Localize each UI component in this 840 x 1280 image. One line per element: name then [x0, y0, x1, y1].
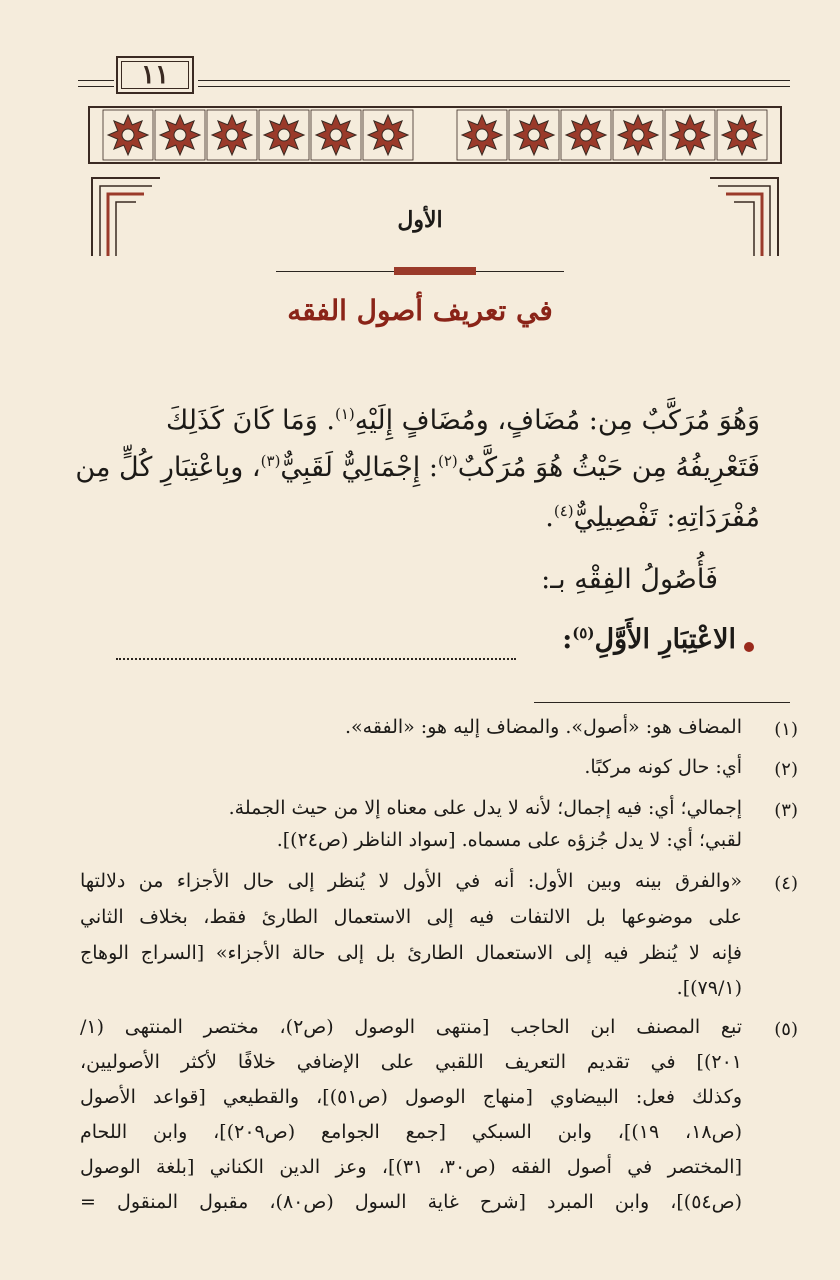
footnote-line: تبع المصنف ابن الحاجب [منتهى الوصول (ص٢)، مختصر المنتهى (١/	[80, 1016, 743, 1038]
footnote-line: لقبي؛ أي: لا يدل جُزؤه على مسماه. [سواد الناظر (ص٢٤)].	[276, 829, 742, 851]
body-text: : إِجْمَالِيٌّ لَقَبِيٌّ	[280, 452, 438, 483]
dotted-leader	[116, 658, 516, 660]
ornament-tile	[363, 110, 413, 160]
footnote-ref[interactable]: (١)	[334, 405, 355, 423]
ornament-tile	[103, 110, 153, 160]
body-text: .	[545, 502, 554, 533]
ornament-band	[88, 106, 782, 164]
footnote-line: (ص٥٤)]، وابن المبرد [شرح غاية السول (ص٨٠)، مقبول المنقول =	[80, 1191, 742, 1213]
section-label: الأول	[397, 207, 443, 233]
chapter-title: في تعريف أصول الفقه	[287, 294, 553, 327]
ornament-pattern	[90, 108, 780, 162]
footnote-line: [المختصر في أصول الفقه (ص٣٠، ٣١)]، وعز الدين الكناني [بلغة الوصول	[80, 1156, 742, 1178]
footnote-line: على موضوعها بل الالتفات فيه إلى الاستعمال الطارئ فقط، بخلاف الثاني	[80, 906, 742, 928]
page-number: ١١	[116, 56, 194, 94]
footnote-line: المضاف هو: «أصول». والمضاف إليه هو: «الفقه».	[345, 716, 742, 738]
footnote-line: (٧٩/١)].	[676, 977, 742, 999]
footnote-line: أي: حال كونه مركبًا.	[584, 756, 742, 778]
footnote-number: (٣)	[774, 800, 798, 821]
ornament-tile	[665, 110, 715, 160]
ornament-tile	[561, 110, 611, 160]
ornament-tile	[717, 110, 767, 160]
header-rule-left-top	[78, 80, 114, 81]
body-line-2	[75, 452, 760, 483]
ornament-tile	[613, 110, 663, 160]
body-line-4	[541, 564, 718, 595]
footnote-ref[interactable]: (٥)	[572, 624, 595, 642]
divider-bar	[394, 267, 476, 275]
ornament-tile	[311, 110, 361, 160]
body-line-3	[545, 502, 760, 533]
ornament-tile	[509, 110, 559, 160]
footnote-separator	[534, 702, 790, 703]
ornament-tile	[457, 110, 507, 160]
body-text: ، وبِاعْتِبَارِ كُلٍّ مِن	[75, 452, 261, 483]
ornament-tile	[155, 110, 205, 160]
footnote-line: فإنه لا يُنظر فيه إلى الاستعمال الطارئ بل إلى حالة الأجزاء» [السراج الوهاج	[80, 942, 742, 964]
header-rule-bottom	[198, 86, 790, 87]
footnote-line: «والفرق بينه وبين الأول: أنه في الأول لا يُنظر إلى حال الأجزاء من دلالتها	[80, 870, 742, 892]
footnote-number: (١)	[774, 719, 798, 740]
body-text: مُفْرَدَاتِهِ: تَفْصِيلِيٌّ	[573, 502, 760, 533]
ornament-tile	[207, 110, 257, 160]
footnote-line: وكذلك فعل: البيضاوي [منهاج الوصول (ص٥١)]، والقطيعي [قواعد الأصول	[80, 1086, 742, 1108]
footnote-number: (٥)	[774, 1019, 798, 1040]
body-text: الاعْتِبَارِ الأَوَّلِ	[594, 624, 736, 655]
body-line-1	[166, 405, 760, 436]
bullet-point	[744, 642, 754, 652]
footnote-ref[interactable]: (٢)	[437, 452, 458, 470]
footnote-ref[interactable]: (٤)	[553, 502, 574, 520]
body-text: فَأُصُولُ الفِقْهِ بـ:	[541, 564, 718, 595]
header-rule-left-bottom	[78, 86, 114, 87]
footnote-line: إجمالي؛ أي: فيه إجمال؛ لأنه لا يدل على معناه إلا من حيث الجملة.	[228, 797, 742, 819]
footnote-line: ٢٠١)] في تقديم التعريف اللقبي على الإضافي خلافًا لأكثر الأصوليين،	[80, 1051, 742, 1073]
footnote-number: (٤)	[774, 873, 798, 894]
footnote-number: (٢)	[774, 759, 798, 780]
body-line-5	[562, 624, 736, 655]
footnote-ref[interactable]: (٣)	[260, 452, 281, 470]
body-text: فَتَعْرِيفُهُ مِن حَيْثُ هُوَ مُرَكَّبٌ	[457, 452, 760, 483]
body-text: :	[562, 624, 573, 655]
body-text: وَهُوَ مُرَكَّبٌ مِن: مُضَافٍ، ومُضَافٍ إِلَيْهِ	[354, 405, 760, 436]
ornament-tile	[259, 110, 309, 160]
header-rule-top	[198, 80, 790, 81]
body-text: . وَمَا كَانَ كَذَلِكَ	[165, 405, 335, 436]
footnote-line: (ص١٨، ١٩)]، وابن السبكي [جمع الجوامع (ص٢٠٩)]، وابن اللحام	[80, 1121, 742, 1143]
